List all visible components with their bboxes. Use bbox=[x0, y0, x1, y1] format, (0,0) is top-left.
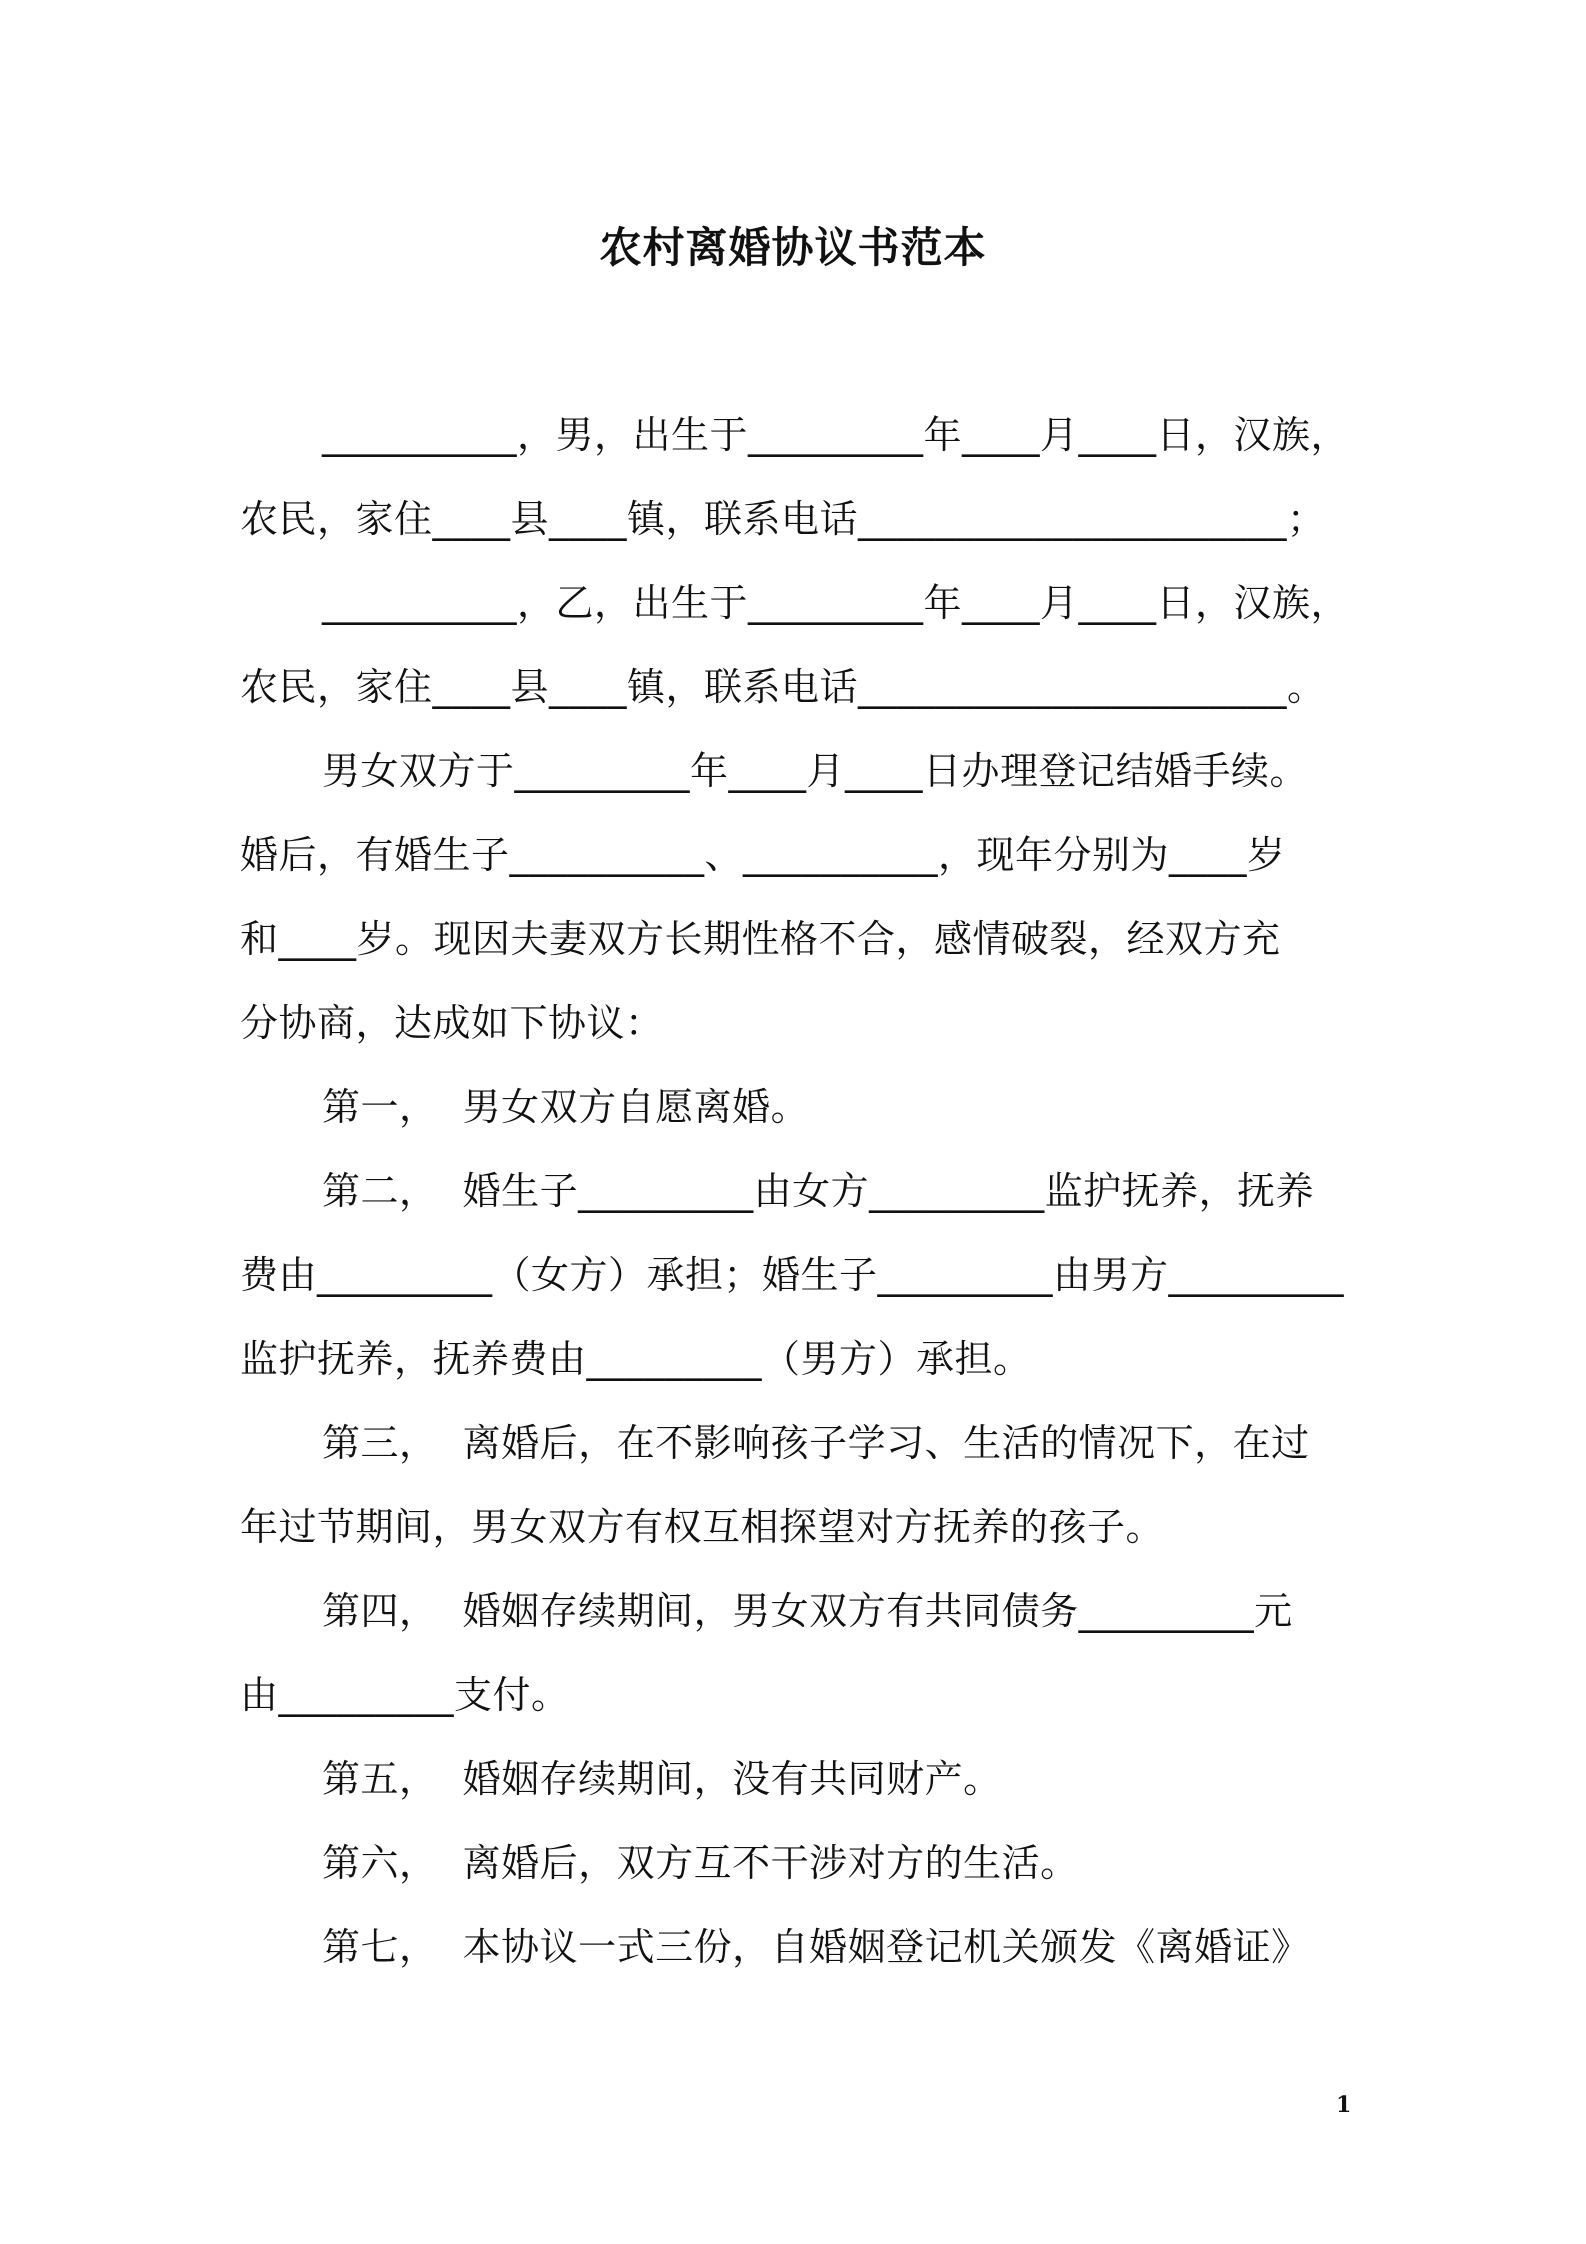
page-number: 1 bbox=[1336, 2092, 1352, 2118]
clause-2: 第二， 婚生子_________由女方_________监护抚养，抚养 bbox=[322, 1169, 1315, 1213]
clause-3: 第三， 离婚后，在不影响孩子学习、生活的情况下，在过 bbox=[322, 1421, 1310, 1465]
clause-4: 第四， 婚姻存续期间，男女双方有共同债务_________元 bbox=[322, 1589, 1293, 1633]
text-line: 年过节期间，男女双方有权互相探望对方抚养的孩子。 bbox=[240, 1505, 1165, 1549]
text-line: 农民，家住____县____镇，联系电话______________________； bbox=[240, 497, 1326, 541]
text-line: 由_________支付。 bbox=[240, 1673, 570, 1717]
text-line: __________，乙，出生于_________年____月____日，汉族， bbox=[322, 581, 1350, 625]
clause-7: 第七， 本协议一式三份，自婚姻登记机关颁发《离婚证》 bbox=[322, 1925, 1310, 1969]
text-line: 分协商，达成如下协议： bbox=[240, 1001, 664, 1045]
text-line: 和____岁。现因夫妻双方长期性格不合，感情破裂，经双方充 bbox=[240, 917, 1281, 961]
text-line: 农民，家住____县____镇，联系电话______________________。 bbox=[240, 665, 1326, 709]
document-title: 农村离婚协议书范本 bbox=[599, 223, 987, 272]
text-line: __________，男，出生于_________年____月____日，汉族， bbox=[322, 413, 1350, 457]
text-line: 监护抚养，抚养费由_________（男方）承担。 bbox=[240, 1337, 1032, 1381]
clause-1: 第一， 男女双方自愿离婚。 bbox=[322, 1085, 810, 1129]
clause-5: 第五， 婚姻存续期间，没有共同财产。 bbox=[322, 1757, 1002, 1801]
text-line: 费由_________（女方）承担；婚生子_________由男方_________ bbox=[240, 1253, 1345, 1297]
text-line: 婚后，有婚生子__________、__________，现年分别为____岁 bbox=[240, 833, 1286, 877]
text-line: 男女双方于_________年____月____日办理登记结婚手续。 bbox=[322, 749, 1309, 793]
clause-6: 第六， 离婚后，双方互不干涉对方的生活。 bbox=[322, 1841, 1079, 1885]
